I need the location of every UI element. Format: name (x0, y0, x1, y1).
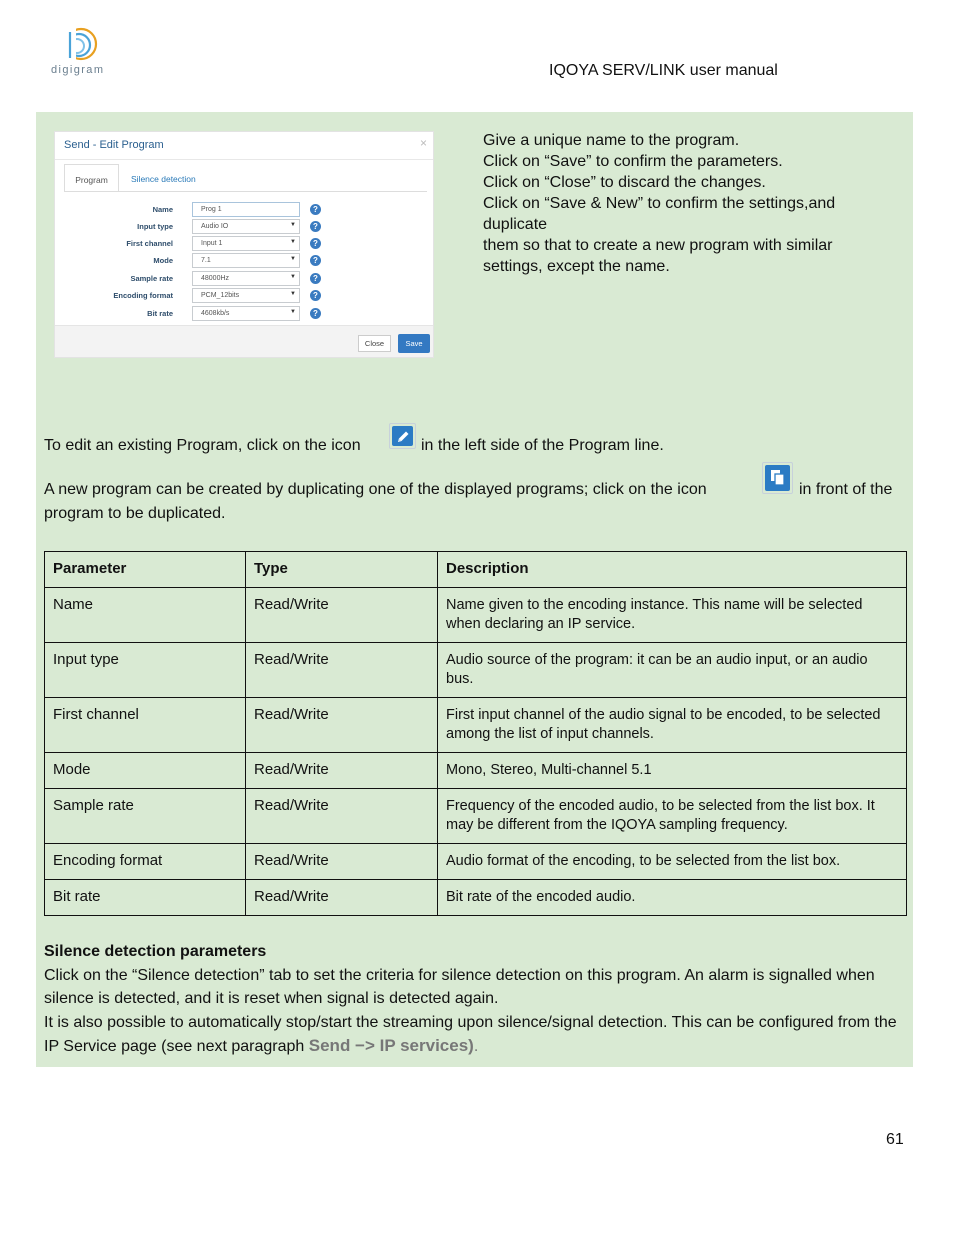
description-cell: Name given to the encoding instance. This name will be selected when declaring an IP service. (438, 588, 907, 643)
param-cell: Name (45, 588, 246, 643)
encoding-format-select[interactable] (192, 288, 300, 303)
field-value: Audio IO (201, 223, 229, 230)
help-icon[interactable]: ? (310, 290, 321, 301)
field-value: 48000Hz (201, 275, 230, 282)
help-icon[interactable]: ? (310, 221, 321, 232)
logo-text: digigram (51, 64, 105, 76)
type-cell: Read/Write (246, 844, 438, 880)
param-cell: Input type (45, 643, 246, 698)
bit-rate-select[interactable] (192, 306, 300, 321)
instruction-line: Click on “Close” to discard the changes. (483, 174, 766, 191)
field-label: Encoding format (113, 291, 173, 300)
instruction-line: Click on “Save & New” to confirm the settings,and (483, 195, 836, 212)
table-row (45, 880, 907, 916)
field-row-first-channel (55, 236, 435, 252)
field-row-bit-rate (55, 306, 435, 322)
param-cell: Mode (45, 753, 246, 789)
description-cell: Frequency of the encoded audio, to be selected from the list box. It may be different from the IQOYA sampling frequency. (438, 789, 907, 844)
ip-services-link[interactable]: Send −> IP services) (308, 1036, 474, 1055)
mode-select[interactable] (192, 253, 300, 268)
close-button[interactable]: Close (358, 335, 391, 352)
period: . (473, 1038, 479, 1055)
field-value: 4608kb/s (201, 310, 230, 317)
duplicate-paragraph-line2: program to be duplicated. (44, 505, 226, 522)
save-button[interactable]: Save (398, 334, 430, 353)
instruction-line: Click on “Save” to confirm the parameters. (483, 153, 783, 170)
help-icon[interactable]: ? (310, 255, 321, 266)
name-input[interactable] (192, 202, 300, 217)
column-header: Description (438, 552, 907, 588)
page-number: 61 (886, 1131, 904, 1148)
edit-paragraph-before: To edit an existing Program, click on the icon (44, 437, 361, 454)
section-heading: Silence detection parameters (44, 943, 267, 960)
type-cell: Read/Write (246, 588, 438, 643)
type-cell: Read/Write (246, 880, 438, 916)
field-label: Name (152, 205, 173, 214)
table-header-row (45, 552, 907, 588)
chevron-down-icon: ▼ (290, 274, 296, 280)
field-label: Sample rate (130, 274, 173, 283)
field-label: Bit rate (147, 309, 173, 318)
help-icon[interactable]: ? (310, 273, 321, 284)
field-value: Input 1 (201, 240, 223, 247)
help-icon[interactable]: ? (310, 204, 321, 215)
duplicate-paragraph-before: A new program can be created by duplicating one of the displayed programs; click on the icon (44, 481, 707, 498)
silence-detection-section (44, 940, 904, 1059)
edit-paragraph-after: in the left side of the Program line. (421, 437, 664, 454)
field-label: Input type (137, 222, 173, 231)
param-cell: First channel (45, 698, 246, 753)
table-row (45, 753, 907, 789)
description-cell: Mono, Stereo, Multi-channel 5.1 (438, 753, 907, 789)
instruction-line: Give a unique name to the program. (483, 132, 740, 149)
field-label: Mode (153, 256, 173, 265)
tab-program[interactable]: Program (64, 164, 119, 192)
param-cell: Bit rate (45, 880, 246, 916)
input-type-select[interactable] (192, 219, 300, 234)
table-row (45, 789, 907, 844)
silence-paragraph-2-text: It is also possible to automatically stop/start the streaming upon silence/signal detection. This can be configured from the IP Service page (see next paragraph (44, 1013, 897, 1055)
field-label: First channel (126, 239, 173, 248)
table-row (45, 643, 907, 698)
edit-pencil-icon (389, 423, 416, 449)
duplicate-icon (762, 462, 793, 494)
field-row-mode (55, 253, 435, 269)
field-row-sample-rate (55, 271, 435, 287)
type-cell: Read/Write (246, 643, 438, 698)
dialog-title: Send - Edit Program (64, 139, 164, 151)
field-row-name (55, 202, 435, 218)
field-row-encoding-format (55, 288, 435, 304)
type-cell: Read/Write (246, 698, 438, 753)
column-header: Parameter (45, 552, 246, 588)
instruction-line: duplicate (483, 216, 548, 233)
field-value: Prog 1 (201, 206, 222, 213)
help-icon[interactable]: ? (310, 238, 321, 249)
instruction-line: them so that to create a new program with similar (483, 237, 833, 254)
column-header: Type (246, 552, 438, 588)
duplicate-paragraph-after: in front of the (799, 481, 893, 498)
chevron-down-icon: ▼ (290, 256, 296, 262)
param-cell: Sample rate (45, 789, 246, 844)
tab-silence-detection[interactable]: Silence detection (131, 174, 196, 184)
sample-rate-select[interactable] (192, 271, 300, 286)
field-row-input-type (55, 219, 435, 235)
edit-program-dialog (54, 131, 434, 358)
description-cell: Bit rate of the encoded audio. (438, 880, 907, 916)
document-title: IQOYA SERV/LINK user manual (549, 62, 778, 79)
silence-paragraph-2 (44, 1011, 904, 1059)
chevron-down-icon: ▼ (290, 239, 296, 245)
table-row (45, 698, 907, 753)
help-icon[interactable]: ? (310, 308, 321, 319)
close-icon[interactable]: × (419, 136, 427, 150)
description-cell: Audio format of the encoding, to be selected from the list box. (438, 844, 907, 880)
instructions-text (483, 130, 835, 277)
description-cell: First input channel of the audio signal to be encoded, to be selected among the list of input channels. (438, 698, 907, 753)
table-row (45, 588, 907, 643)
chevron-down-icon: ▼ (290, 222, 296, 228)
type-cell: Read/Write (246, 789, 438, 844)
param-cell: Encoding format (45, 844, 246, 880)
type-cell: Read/Write (246, 753, 438, 789)
chevron-down-icon: ▼ (290, 309, 296, 315)
silence-paragraph-1: Click on the “Silence detection” tab to set the criteria for silence detection on this program. An alarm is signalled when silence is detected, and it is reset when signal is detected again. (44, 966, 875, 1007)
table-row (45, 844, 907, 880)
field-value: PCM_12bits (201, 292, 240, 299)
chevron-down-icon: ▼ (290, 291, 296, 297)
field-value: 7.1 (201, 257, 211, 264)
description-cell: Audio source of the program: it can be an audio input, or an audio bus. (438, 643, 907, 698)
first-channel-select[interactable] (192, 236, 300, 251)
instruction-line: settings, except the name. (483, 258, 670, 275)
parameters-table (44, 551, 907, 916)
